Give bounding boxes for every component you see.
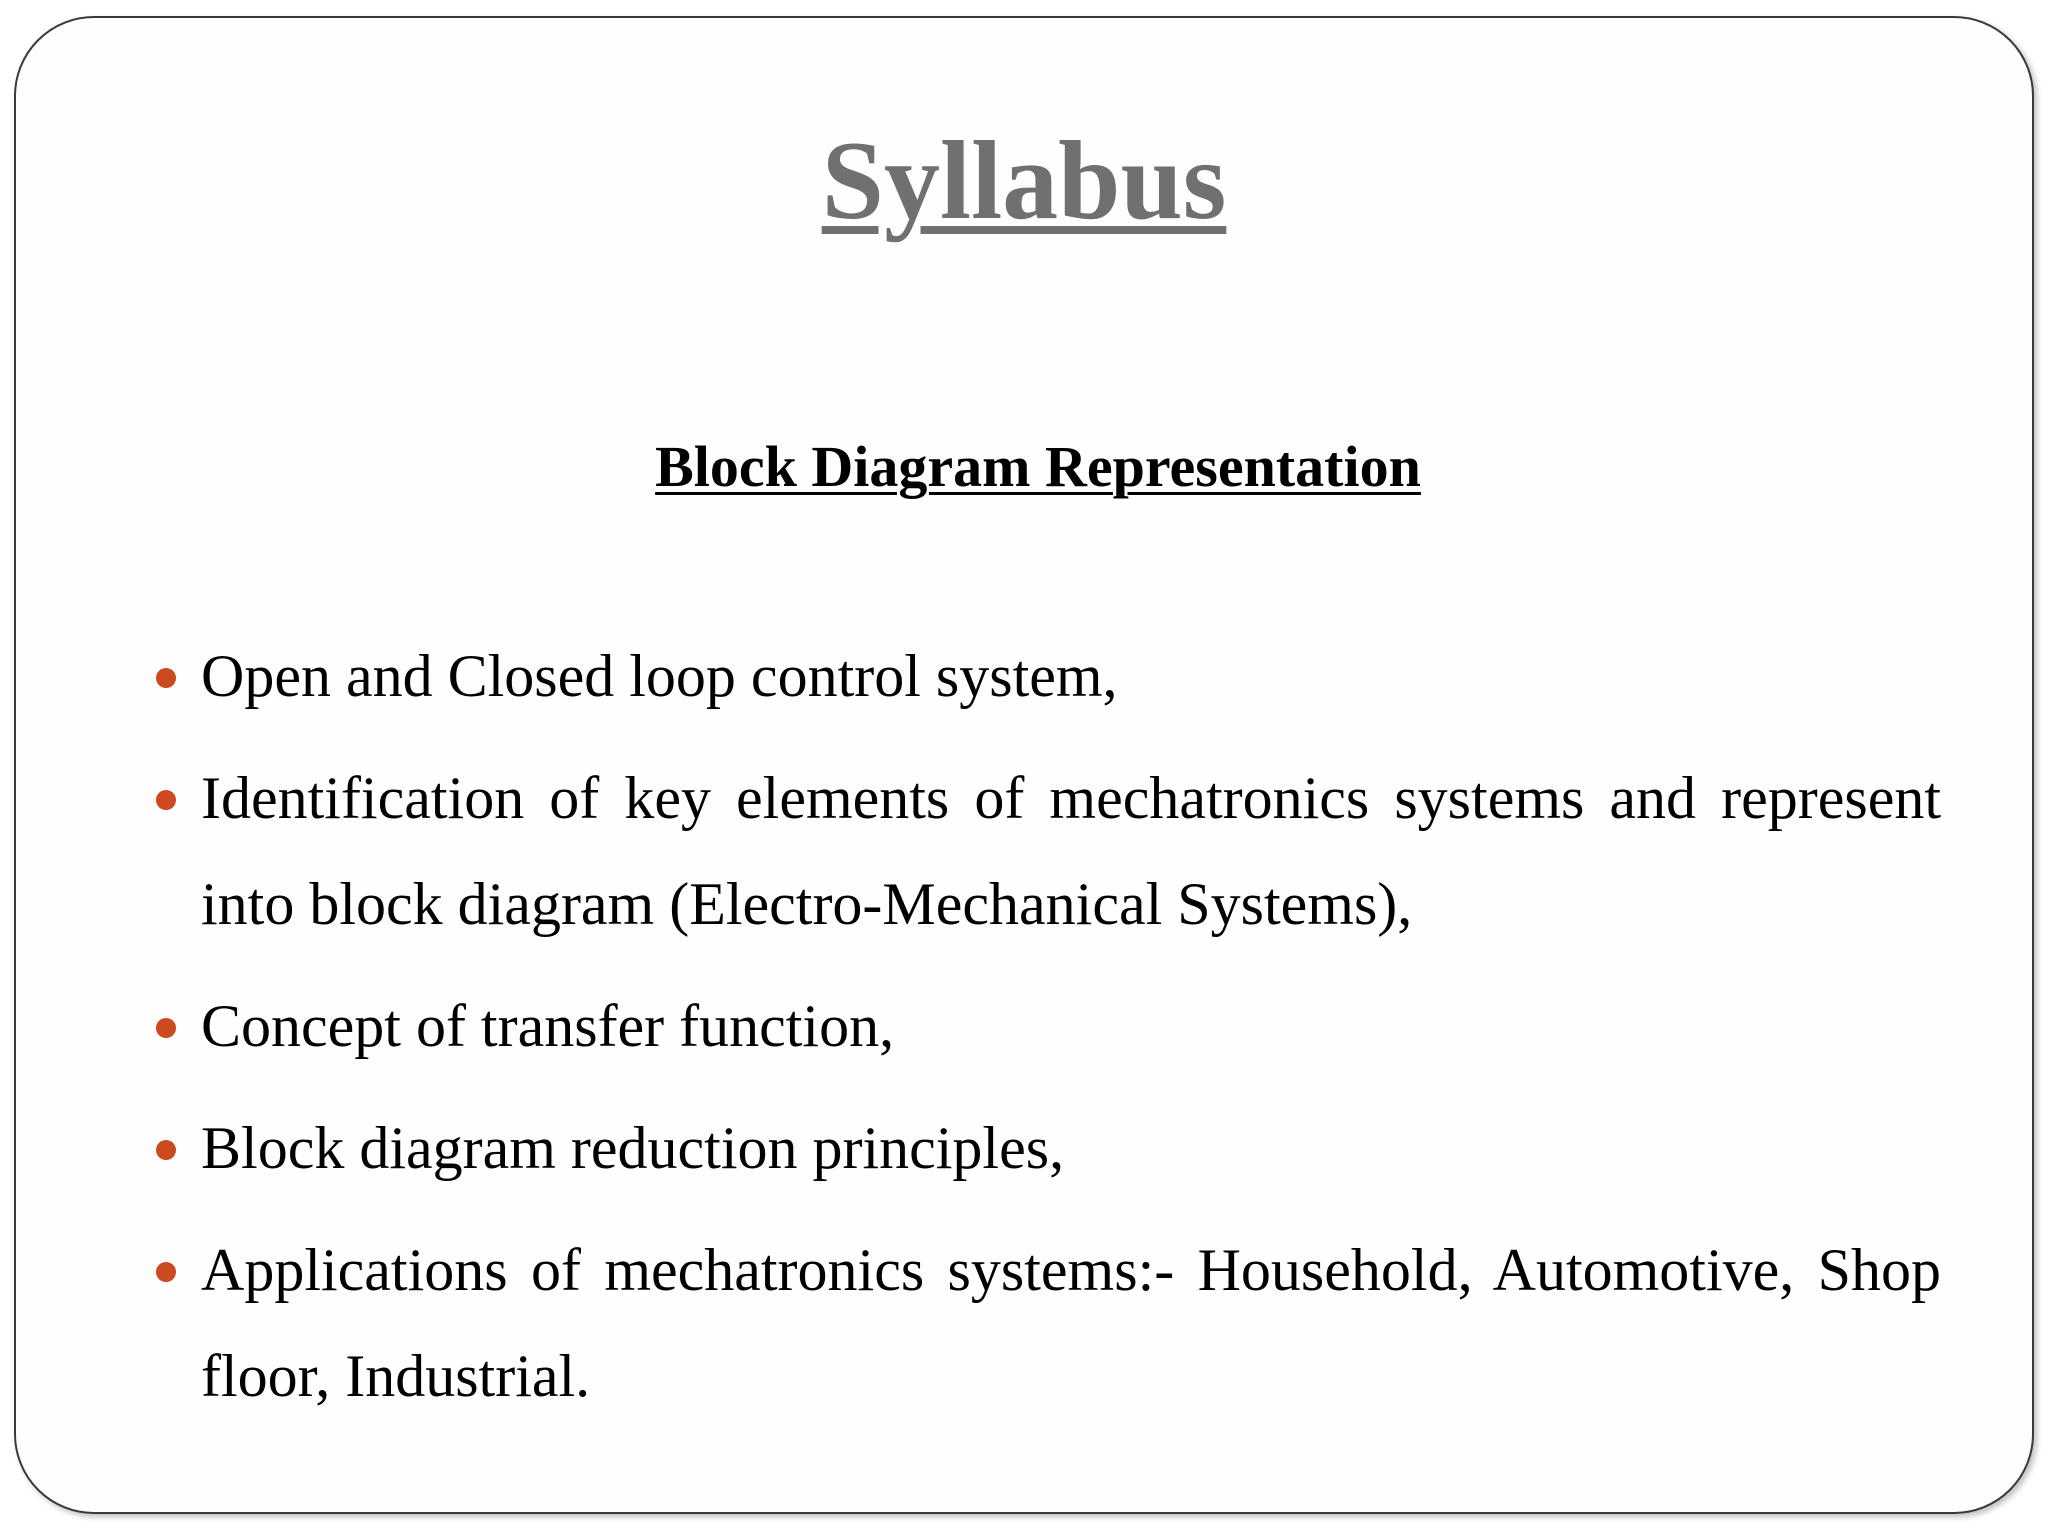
list-item-text: Identification of key elements of mechatronics systems and represent into block diagram (Electro-Mechanical Systems),: [201, 765, 1941, 937]
list-item: [201, 973, 1941, 1079]
list-item: [201, 1095, 1941, 1201]
list-item-text: Block diagram reduction principles,: [201, 1115, 1065, 1181]
bullet-list: [201, 623, 1941, 1445]
bullet-icon: [156, 1018, 176, 1038]
slide-title: Syllabus: [821, 119, 1227, 243]
bullet-icon: [156, 1262, 176, 1282]
slide-subtitle: Block Diagram Representation: [655, 434, 1421, 499]
list-item: [201, 623, 1941, 729]
list-item-text: Applications of mechatronics systems:- Household, Automotive, Shop floor, Industrial.: [201, 1237, 1941, 1409]
slide: [14, 16, 2034, 1514]
list-item: [201, 745, 1941, 957]
bullet-icon: [156, 1140, 176, 1160]
list-item: [201, 1217, 1941, 1429]
bullet-icon: [156, 668, 176, 688]
list-item-text: Open and Closed loop control system,: [201, 643, 1118, 709]
list-item-text: Concept of transfer function,: [201, 993, 895, 1059]
bullet-icon: [156, 790, 176, 810]
